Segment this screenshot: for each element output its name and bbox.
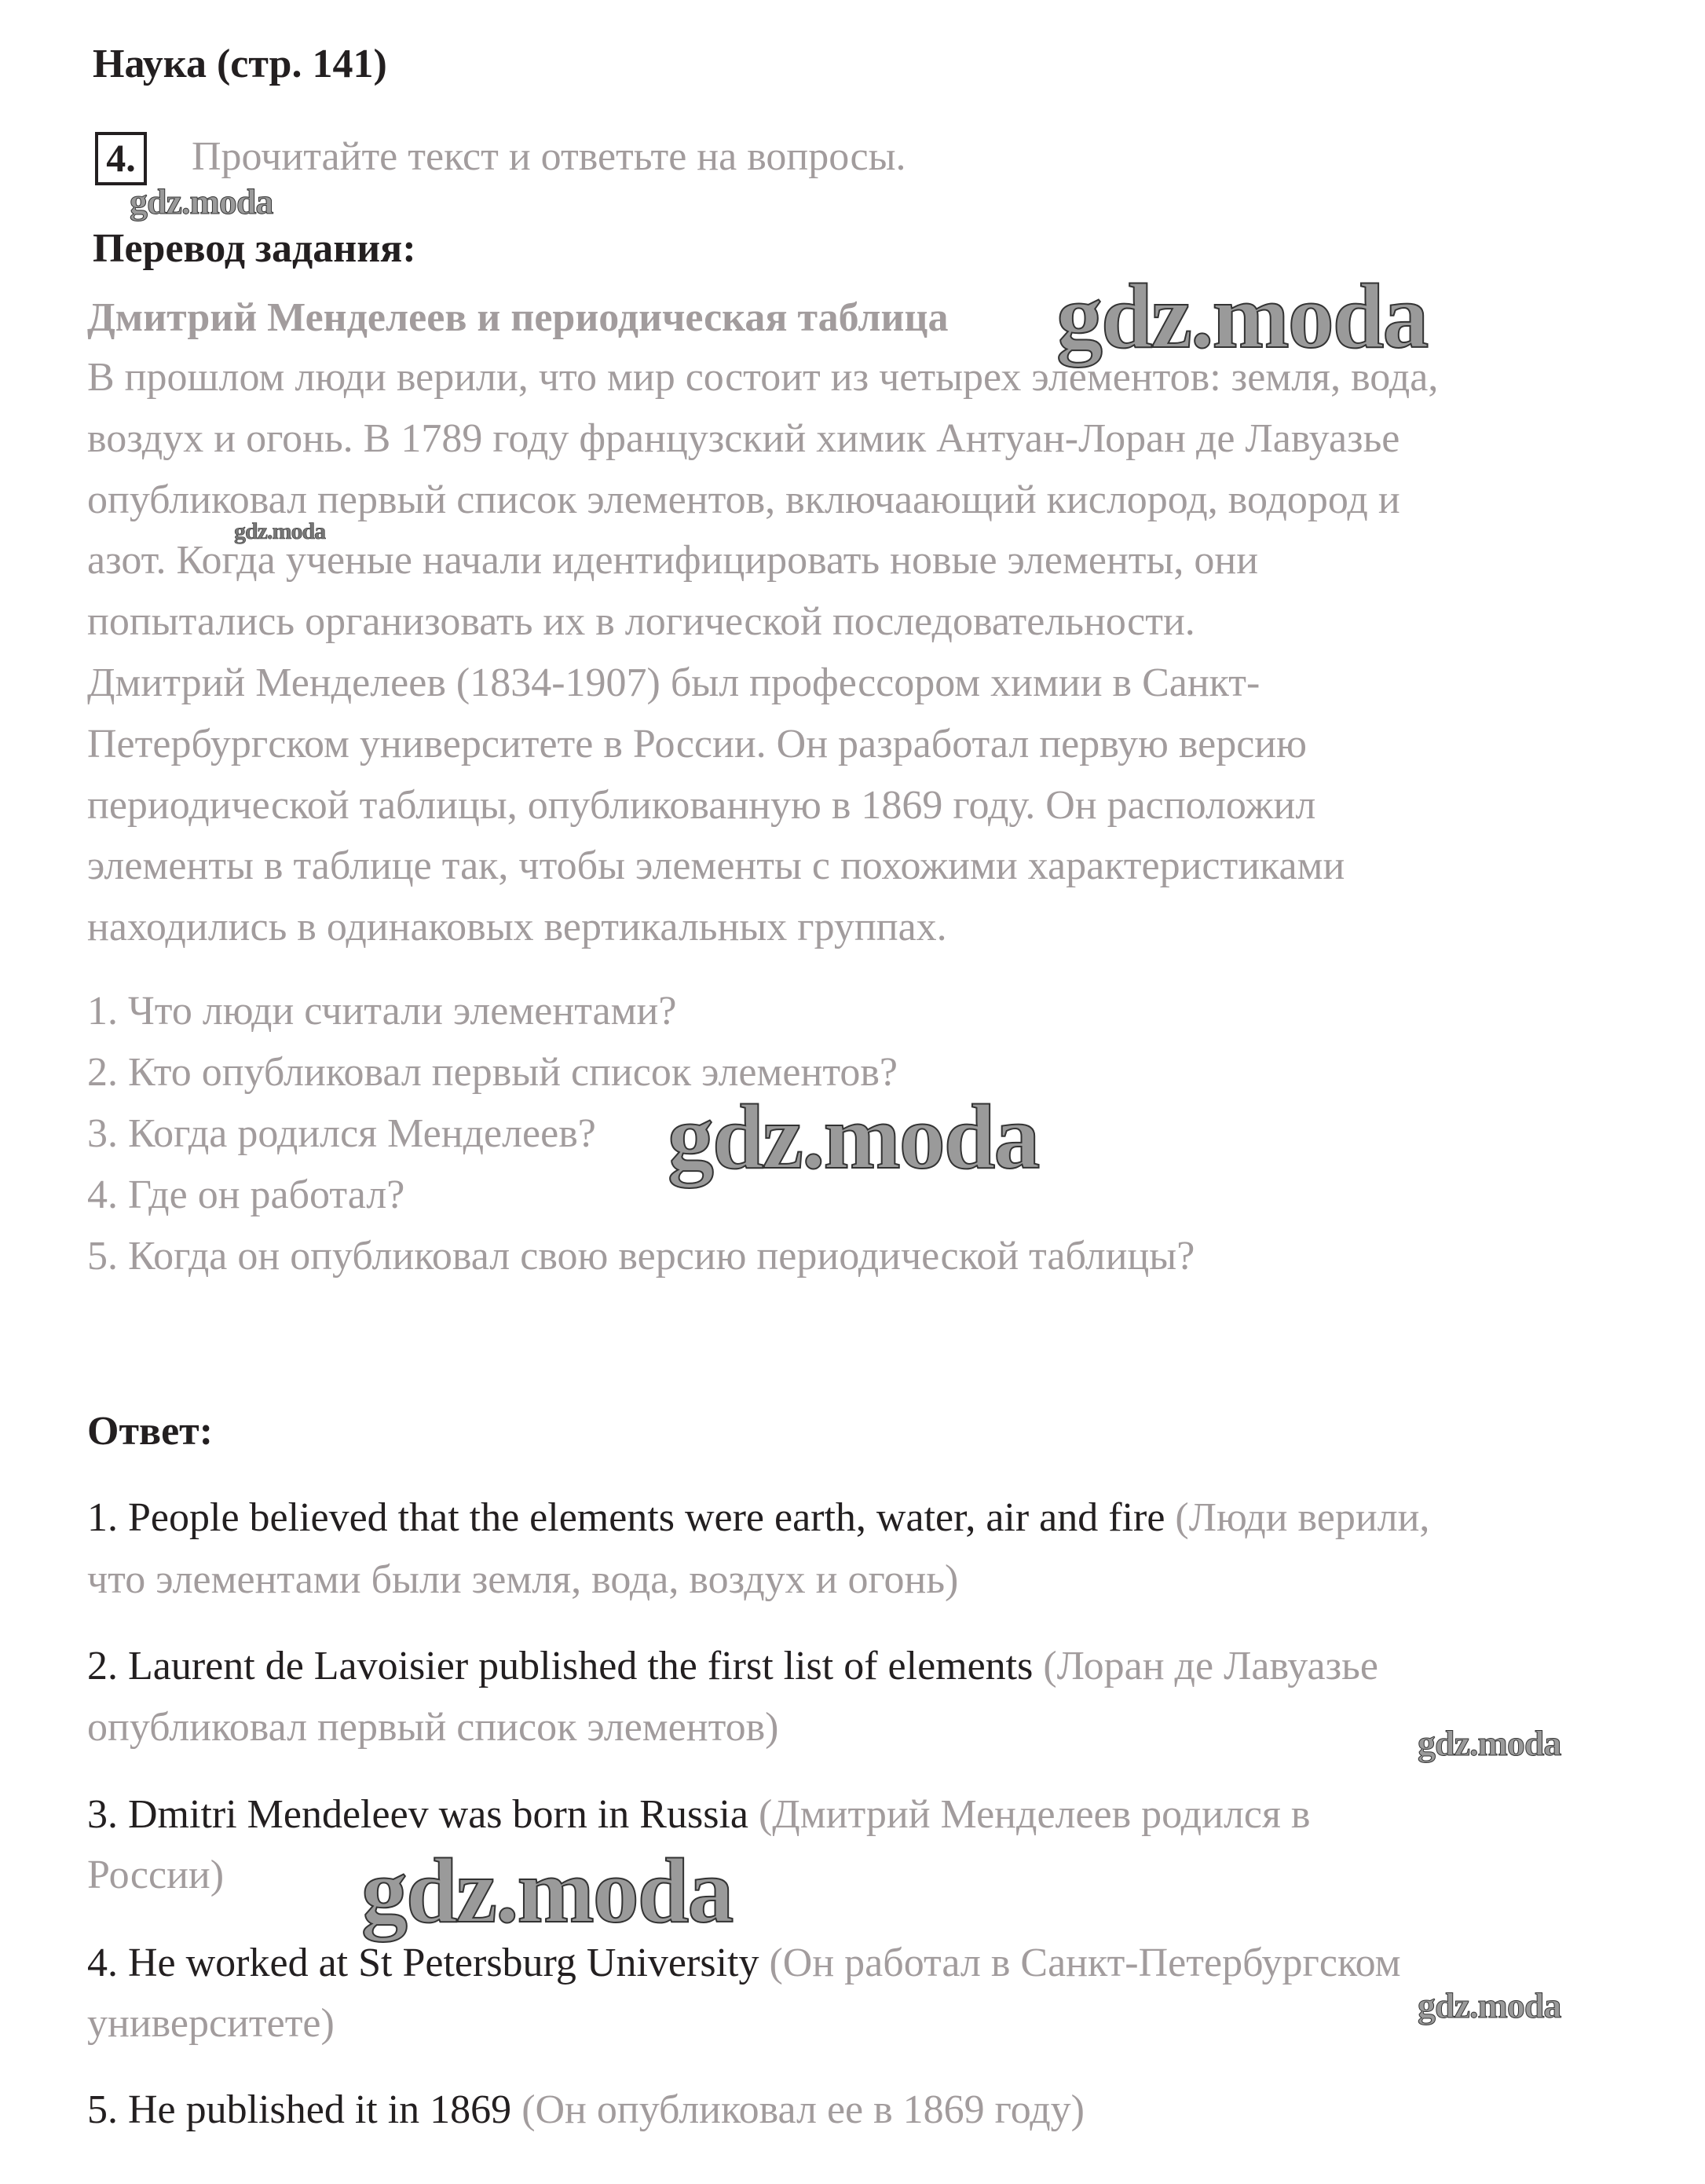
text-line: Петербургском университете в России. Он разработал первую версию bbox=[87, 722, 1307, 766]
text-line: Дмитрий Менделеев (1834-1907) был профессором химии в Санкт- bbox=[87, 660, 1260, 705]
answer-ru: (Дмитрий Менделеев родился в bbox=[748, 1792, 1311, 1837]
answer-en: 3. Dmitri Mendeleev was born in Russia bbox=[87, 1792, 748, 1837]
answer-item-3 bbox=[87, 1791, 1310, 1838]
watermark: gdz.moda bbox=[1056, 265, 1428, 368]
answer-item-4 bbox=[87, 1940, 1401, 1987]
question: 5. Когда он опубликовал свою версию периодической таблицы? bbox=[87, 1234, 1195, 1279]
watermark: gdz.moda bbox=[130, 181, 273, 221]
translation-label: Перевод задания: bbox=[93, 226, 416, 271]
watermark: gdz.moda bbox=[234, 518, 326, 544]
watermark: gdz.moda bbox=[668, 1085, 1039, 1188]
question: 4. Где он работал? bbox=[87, 1172, 405, 1217]
answer-ru-cont: университете) bbox=[87, 2001, 335, 2046]
answer-ru-cont: что элементами были земля, вода, воздух и огонь) bbox=[87, 1557, 959, 1602]
text-line: воздух и огонь. В 1789 году французский химик Антуан-Лоран де Лавуазье bbox=[87, 416, 1400, 461]
task-number: 4. bbox=[95, 132, 147, 185]
answer-ru: (Люди верили, bbox=[1165, 1495, 1430, 1540]
watermark: gdz.moda bbox=[1418, 1985, 1561, 2025]
text-heading: Дмитрий Менделеев и периодическая таблица bbox=[87, 295, 949, 340]
answer-en: 4. He worked at St Petersburg University bbox=[87, 1941, 759, 1985]
answer-en: 1. People believed that the elements were earth, water, air and fire bbox=[87, 1495, 1165, 1540]
question: 3. Когда родился Менделеев? bbox=[87, 1111, 596, 1156]
page-title: Наука (стр. 141) bbox=[93, 42, 387, 86]
answer-item-1 bbox=[87, 1494, 1429, 1542]
answer-ru: (Он опубликовал ее в 1869 году) bbox=[511, 2087, 1085, 2132]
answer-en: 5. He published it in 1869 bbox=[87, 2087, 512, 2132]
text-line: находились в одинаковых вертикальных группах. bbox=[87, 905, 947, 949]
text-line: периодической таблицы, опубликованную в 1869 году. Он расположил bbox=[87, 783, 1316, 828]
answer-item-5 bbox=[87, 2087, 1085, 2134]
question: 1. Что люди считали элементами? bbox=[87, 989, 677, 1033]
answer-item-2 bbox=[87, 1643, 1378, 1690]
watermark: gdz.moda bbox=[361, 1839, 733, 1942]
text-line: попытались организовать их в логической последовательности. bbox=[87, 599, 1195, 644]
text-line: В прошлом люди верили, что мир состоит из четырех элементов: земля, вода, bbox=[87, 355, 1439, 400]
text-line: азот. Когда ученые начали идентифицировать новые элементы, они bbox=[87, 538, 1259, 583]
answer-ru: (Лоран де Лавуазье bbox=[1033, 1644, 1378, 1688]
text-line: элементы в таблице так, чтобы элементы с похожими характеристиками bbox=[87, 843, 1345, 888]
text-line: опубликовал первый список элементов, включаающий кислород, водород и bbox=[87, 477, 1400, 522]
answer-en: 2. Laurent de Lavoisier published the first list of elements bbox=[87, 1644, 1034, 1688]
watermark: gdz.moda bbox=[1418, 1723, 1561, 1763]
answer-ru: (Он работал в Санкт-Петербургском bbox=[759, 1941, 1401, 1985]
question: 2. Кто опубликовал первый список элементов? bbox=[87, 1050, 898, 1095]
task-instruction: Прочитайте текст и ответьте на вопросы. bbox=[192, 134, 906, 179]
answer-ru-cont: России) bbox=[87, 1853, 225, 1897]
answer-ru-cont: опубликовал первый список элементов) bbox=[87, 1705, 779, 1750]
answer-label: Ответ: bbox=[87, 1409, 214, 1454]
